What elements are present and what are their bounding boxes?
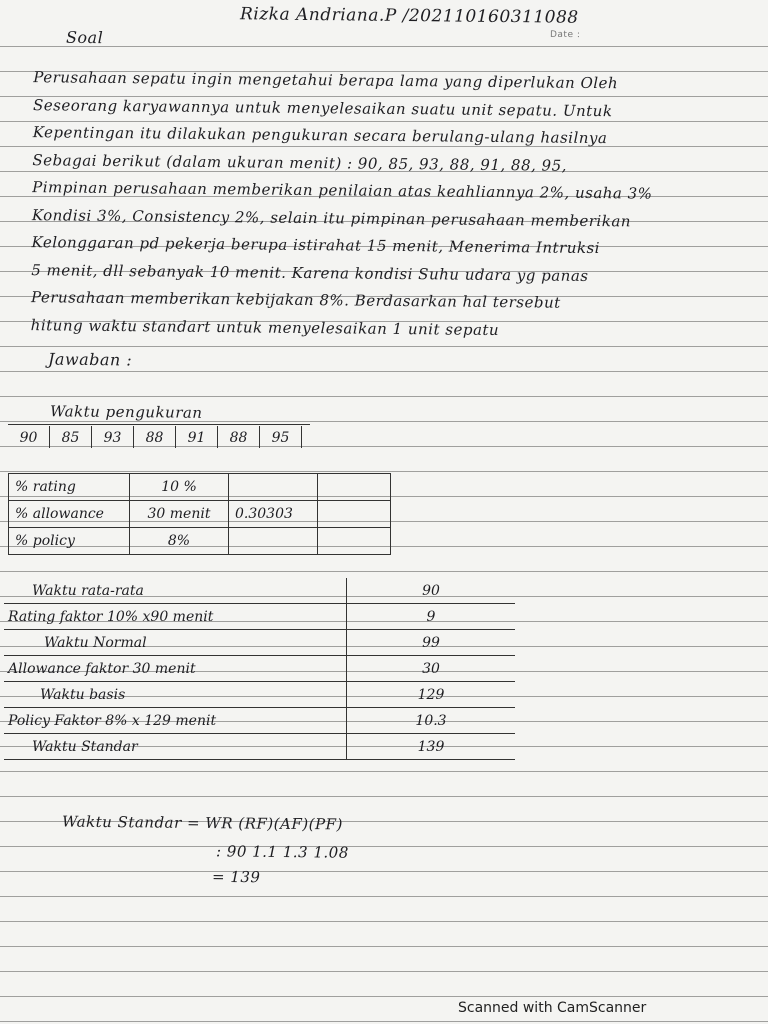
student-name-id: Rizka Andriana.P /202110160311088 [239, 4, 579, 28]
measurement-cell: 93 [92, 426, 134, 448]
measurement-cell: 88 [134, 426, 176, 448]
question-line: Kondisi 3%, Consistency 2%, selain itu pimpinan perusahaan memberikan [31, 205, 632, 230]
calc-label: Waktu Standar [4, 734, 347, 760]
question-line: 5 menit, dll sebanyak 10 menit. Karena kondisi Suhu udara yg panas [31, 260, 589, 285]
calc-value: 90 [347, 578, 516, 604]
question-line: Seseorang karyawannya untuk menyelesaikan suatu unit sepatu. Untuk [32, 95, 613, 120]
table-row [4, 708, 515, 734]
table-row [9, 501, 391, 528]
date-label: Date : [549, 29, 581, 41]
calculation-table [4, 578, 515, 760]
factor-extra: 0.30303 [229, 501, 318, 528]
question-line: Sebagai berikut (dalam ukuran menit) : 90, 85, 93, 88, 91, 88, 95, [32, 150, 568, 175]
measurement-cell: 85 [50, 426, 92, 448]
calc-value: 129 [347, 682, 516, 708]
table-row [9, 474, 391, 501]
table-row [4, 734, 515, 760]
factor-label: % allowance [9, 501, 130, 528]
table-row [4, 630, 515, 656]
calc-label: Rating faktor 10% x90 menit [4, 604, 347, 630]
measurement-cell: 88 [218, 426, 260, 448]
table-row [4, 604, 515, 630]
factor-extra [229, 474, 318, 501]
empty-cell [318, 501, 391, 528]
factor-value: 8% [130, 528, 229, 555]
formula-line: : 90 1.1 1.3 1.08 [215, 842, 349, 862]
jawaban-label: Jawaban : [47, 349, 133, 370]
calc-value: 99 [347, 630, 516, 656]
calc-value: 139 [347, 734, 516, 760]
table-row [9, 528, 391, 555]
calc-value: 10.3 [347, 708, 516, 734]
empty-cell [318, 528, 391, 555]
question-line: Perusahaan sepatu ingin mengetahui berapa lama yang diperlukan Oleh [33, 68, 619, 93]
formula-line: Waktu Standar = WR (RF)(AF)(PF) [61, 812, 343, 834]
measurement-cell: 95 [260, 426, 302, 448]
calc-label: Waktu basis [4, 682, 347, 708]
factor-value: 30 menit [130, 501, 229, 528]
factor-label: % rating [9, 474, 130, 501]
question-line: Kelonggaran pd pekerja berupa istirahat 15 menit, Menerima Intruksi [31, 233, 601, 258]
question-line: hitung waktu standart untuk menyelesaikan 1 unit sepatu [30, 315, 500, 339]
table-row [4, 578, 515, 604]
factor-label: % policy [9, 528, 130, 555]
calc-label: Waktu Normal [4, 630, 347, 656]
divider [8, 424, 310, 425]
soal-label: Soal [65, 27, 104, 48]
calc-label: Allowance faktor 30 menit [4, 656, 347, 682]
question-line: Perusahaan memberikan kebijakan 8%. Berdasarkan hal tersebut [30, 288, 561, 312]
measurement-cell: 90 [8, 426, 50, 448]
waktu-pengukuran-title: Waktu pengukuran [49, 402, 203, 422]
question-line: Pimpinan perusahaan memberikan penilaian atas keahliannya 2%, usaha 3% [32, 178, 653, 203]
measurement-row [8, 426, 302, 448]
question-paragraph [31, 64, 768, 347]
calc-value: 30 [347, 656, 516, 682]
empty-cell [318, 474, 391, 501]
factor-value: 10 % [130, 474, 229, 501]
calc-label: Waktu rata-rata [4, 578, 347, 604]
measurement-cell: 91 [176, 426, 218, 448]
table-row [4, 682, 515, 708]
formula-result: = 139 [211, 867, 261, 887]
calc-value: 9 [347, 604, 516, 630]
scanner-watermark: Scanned with CamScanner [458, 1000, 647, 1016]
factors-table [8, 473, 391, 555]
factor-extra [229, 528, 318, 555]
calc-label: Policy Faktor 8% x 129 menit [4, 708, 347, 734]
question-line: Kepentingan itu dilakukan pengukuran secara berulang-ulang hasilnya [32, 123, 608, 148]
table-row [4, 656, 515, 682]
